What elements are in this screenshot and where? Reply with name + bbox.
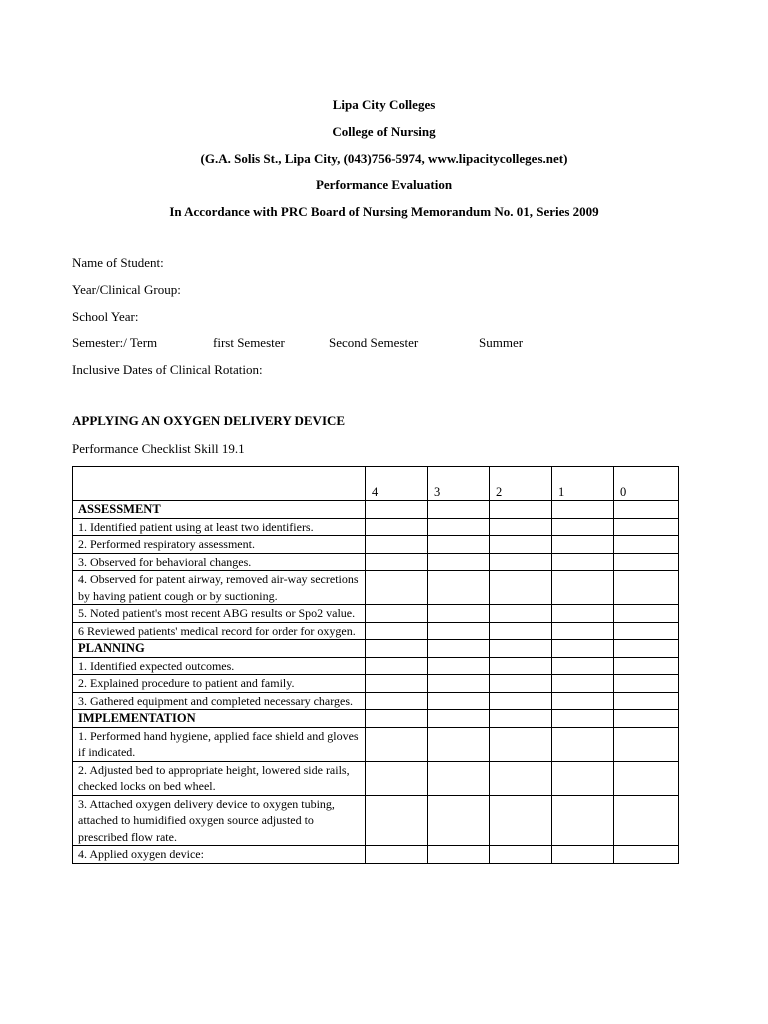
section-heading: PLANNING [73, 640, 366, 658]
checklist-item: 3. Gathered equipment and completed necessary charges. [73, 692, 366, 710]
score-cell[interactable] [428, 501, 490, 519]
score-cell[interactable] [366, 710, 428, 728]
score-cell[interactable] [366, 571, 428, 605]
score-cell[interactable] [490, 622, 552, 640]
score-cell[interactable] [490, 761, 552, 795]
table-row [73, 675, 679, 693]
score-cell[interactable] [552, 795, 614, 846]
score-cell[interactable] [366, 605, 428, 623]
school-year-label: School Year: [72, 308, 139, 324]
section-row [73, 501, 679, 519]
checklist-item: 5. Noted patient's most recent ABG results or Spo2 value. [73, 605, 366, 623]
table-row [73, 761, 679, 795]
criteria-header-cell [73, 467, 366, 501]
score-cell[interactable] [428, 536, 490, 554]
section-heading: ASSESSMENT [73, 501, 366, 519]
score-cell[interactable] [428, 553, 490, 571]
score-cell[interactable] [428, 622, 490, 640]
performance-checklist-table [72, 466, 679, 864]
score-cell[interactable] [552, 553, 614, 571]
checklist-item: 1. Identified patient using at least two identifiers. [73, 518, 366, 536]
score-cell[interactable] [552, 657, 614, 675]
document-title: Performance Evaluation [315, 177, 453, 193]
checklist-item: 6 Reviewed patients' medical record for order for oxygen. [73, 622, 366, 640]
checklist-item: 3. Attached oxygen delivery device to oxygen tubing, attached to humidified oxygen source adjusted to prescribed flow rate. [73, 795, 366, 846]
score-cell[interactable] [614, 710, 679, 728]
score-cell[interactable] [490, 846, 552, 864]
score-cell[interactable] [552, 518, 614, 536]
score-cell[interactable] [552, 692, 614, 710]
score-header-1: 1 [552, 467, 614, 501]
student-info [72, 250, 523, 384]
score-cell[interactable] [614, 622, 679, 640]
score-cell[interactable] [490, 640, 552, 658]
score-cell[interactable] [614, 605, 679, 623]
table-row [73, 727, 679, 761]
checklist-item: 4. Observed for patent airway, removed air-way secretions by having patient cough or by suctioning. [73, 571, 366, 605]
score-cell[interactable] [366, 846, 428, 864]
score-cell[interactable] [428, 571, 490, 605]
score-cell[interactable] [366, 657, 428, 675]
score-cell[interactable] [614, 846, 679, 864]
score-cell[interactable] [490, 501, 552, 519]
checklist-subtitle: Performance Checklist Skill 19.1 [72, 441, 245, 456]
score-cell[interactable] [490, 710, 552, 728]
score-cell[interactable] [614, 571, 679, 605]
score-cell[interactable] [614, 692, 679, 710]
table-header-row [73, 467, 679, 501]
score-header-0: 0 [614, 467, 679, 501]
score-cell[interactable] [614, 501, 679, 519]
table-row [73, 846, 679, 864]
score-cell[interactable] [428, 692, 490, 710]
score-cell[interactable] [366, 727, 428, 761]
section-row [73, 640, 679, 658]
section-heading: IMPLEMENTATION [73, 710, 366, 728]
score-cell[interactable] [552, 536, 614, 554]
score-cell[interactable] [366, 795, 428, 846]
score-cell[interactable] [366, 501, 428, 519]
score-cell[interactable] [614, 640, 679, 658]
score-cell[interactable] [614, 657, 679, 675]
clinical-group-label: Year/Clinical Group: [72, 281, 181, 297]
score-cell[interactable] [428, 657, 490, 675]
table-row [73, 692, 679, 710]
score-cell[interactable] [614, 675, 679, 693]
score-cell[interactable] [552, 571, 614, 605]
skill-title: APPLYING AN OXYGEN DELIVERY DEVICE [72, 413, 346, 428]
score-cell[interactable] [428, 846, 490, 864]
section-row [73, 710, 679, 728]
table-row [73, 622, 679, 640]
score-cell[interactable] [428, 640, 490, 658]
checklist-item: 1. Performed hand hygiene, applied face shield and gloves if indicated. [73, 727, 366, 761]
score-cell[interactable] [552, 640, 614, 658]
score-cell[interactable] [366, 518, 428, 536]
checklist-item: 3. Observed for behavioral changes. [73, 553, 366, 571]
score-cell[interactable] [552, 727, 614, 761]
table-row [73, 571, 679, 605]
table-row [73, 657, 679, 675]
score-cell[interactable] [490, 518, 552, 536]
table-row [73, 518, 679, 536]
score-cell[interactable] [552, 622, 614, 640]
student-name-label: Name of Student: [72, 255, 164, 270]
score-cell[interactable] [552, 710, 614, 728]
score-cell[interactable] [428, 795, 490, 846]
score-cell[interactable] [614, 795, 679, 846]
checklist-item: 2. Explained procedure to patient and family. [73, 675, 366, 693]
score-cell[interactable] [614, 536, 679, 554]
score-header-4: 4 [366, 467, 428, 501]
checklist-body [73, 501, 679, 864]
score-cell[interactable] [366, 536, 428, 554]
score-cell[interactable] [552, 675, 614, 693]
score-cell[interactable] [428, 605, 490, 623]
semester-option-first: first Semester [213, 335, 285, 351]
checklist-item: 1. Identified expected outcomes. [73, 657, 366, 675]
score-cell[interactable] [614, 553, 679, 571]
score-cell[interactable] [614, 518, 679, 536]
semester-option-summer: Summer [479, 335, 524, 351]
score-cell[interactable] [366, 640, 428, 658]
score-cell[interactable] [614, 761, 679, 795]
score-cell[interactable] [614, 727, 679, 761]
score-cell[interactable] [552, 501, 614, 519]
score-cell[interactable] [428, 518, 490, 536]
score-cell[interactable] [366, 622, 428, 640]
score-cell[interactable] [428, 710, 490, 728]
college-address: (G.A. Solis St., Lipa City, (043)756-5974, www.lipacitycolleges.net) [200, 150, 568, 166]
memorandum-reference: In Accordance with PRC Board of Nursing Memorandum No. 01, Series 2009 [169, 204, 599, 219]
score-cell[interactable] [490, 571, 552, 605]
score-cell[interactable] [366, 692, 428, 710]
score-cell[interactable] [490, 675, 552, 693]
semester-label: Semester:/ Term [72, 335, 158, 351]
score-cell[interactable] [490, 727, 552, 761]
score-cell[interactable] [552, 761, 614, 795]
score-cell[interactable] [490, 692, 552, 710]
checklist-item: 2. Adjusted bed to appropriate height, lowered side rails, checked locks on bed wheel. [73, 761, 366, 795]
institution-name: Lipa City Colleges [332, 97, 436, 112]
score-cell[interactable] [428, 727, 490, 761]
document-header [0, 92, 768, 226]
score-cell[interactable] [428, 761, 490, 795]
score-cell[interactable] [490, 795, 552, 846]
table-row [73, 795, 679, 846]
score-cell[interactable] [490, 536, 552, 554]
score-cell[interactable] [490, 657, 552, 675]
score-header-3: 3 [428, 467, 490, 501]
table-row [73, 553, 679, 571]
score-cell[interactable] [366, 761, 428, 795]
checklist-item: 2. Performed respiratory assessment. [73, 536, 366, 554]
score-cell[interactable] [366, 675, 428, 693]
score-cell[interactable] [490, 553, 552, 571]
score-cell[interactable] [366, 553, 428, 571]
college-name: College of Nursing [332, 123, 436, 139]
table-row [73, 536, 679, 554]
score-cell[interactable] [428, 675, 490, 693]
semester-option-second: Second Semester [329, 335, 419, 351]
table-row [73, 605, 679, 623]
score-cell[interactable] [552, 846, 614, 864]
score-cell[interactable] [490, 605, 552, 623]
score-cell[interactable] [552, 605, 614, 623]
checklist-item: 4. Applied oxygen device: [73, 846, 366, 864]
rotation-dates-label: Inclusive Dates of Clinical Rotation: [72, 362, 263, 377]
score-header-2: 2 [490, 467, 552, 501]
semester-row [72, 330, 523, 357]
